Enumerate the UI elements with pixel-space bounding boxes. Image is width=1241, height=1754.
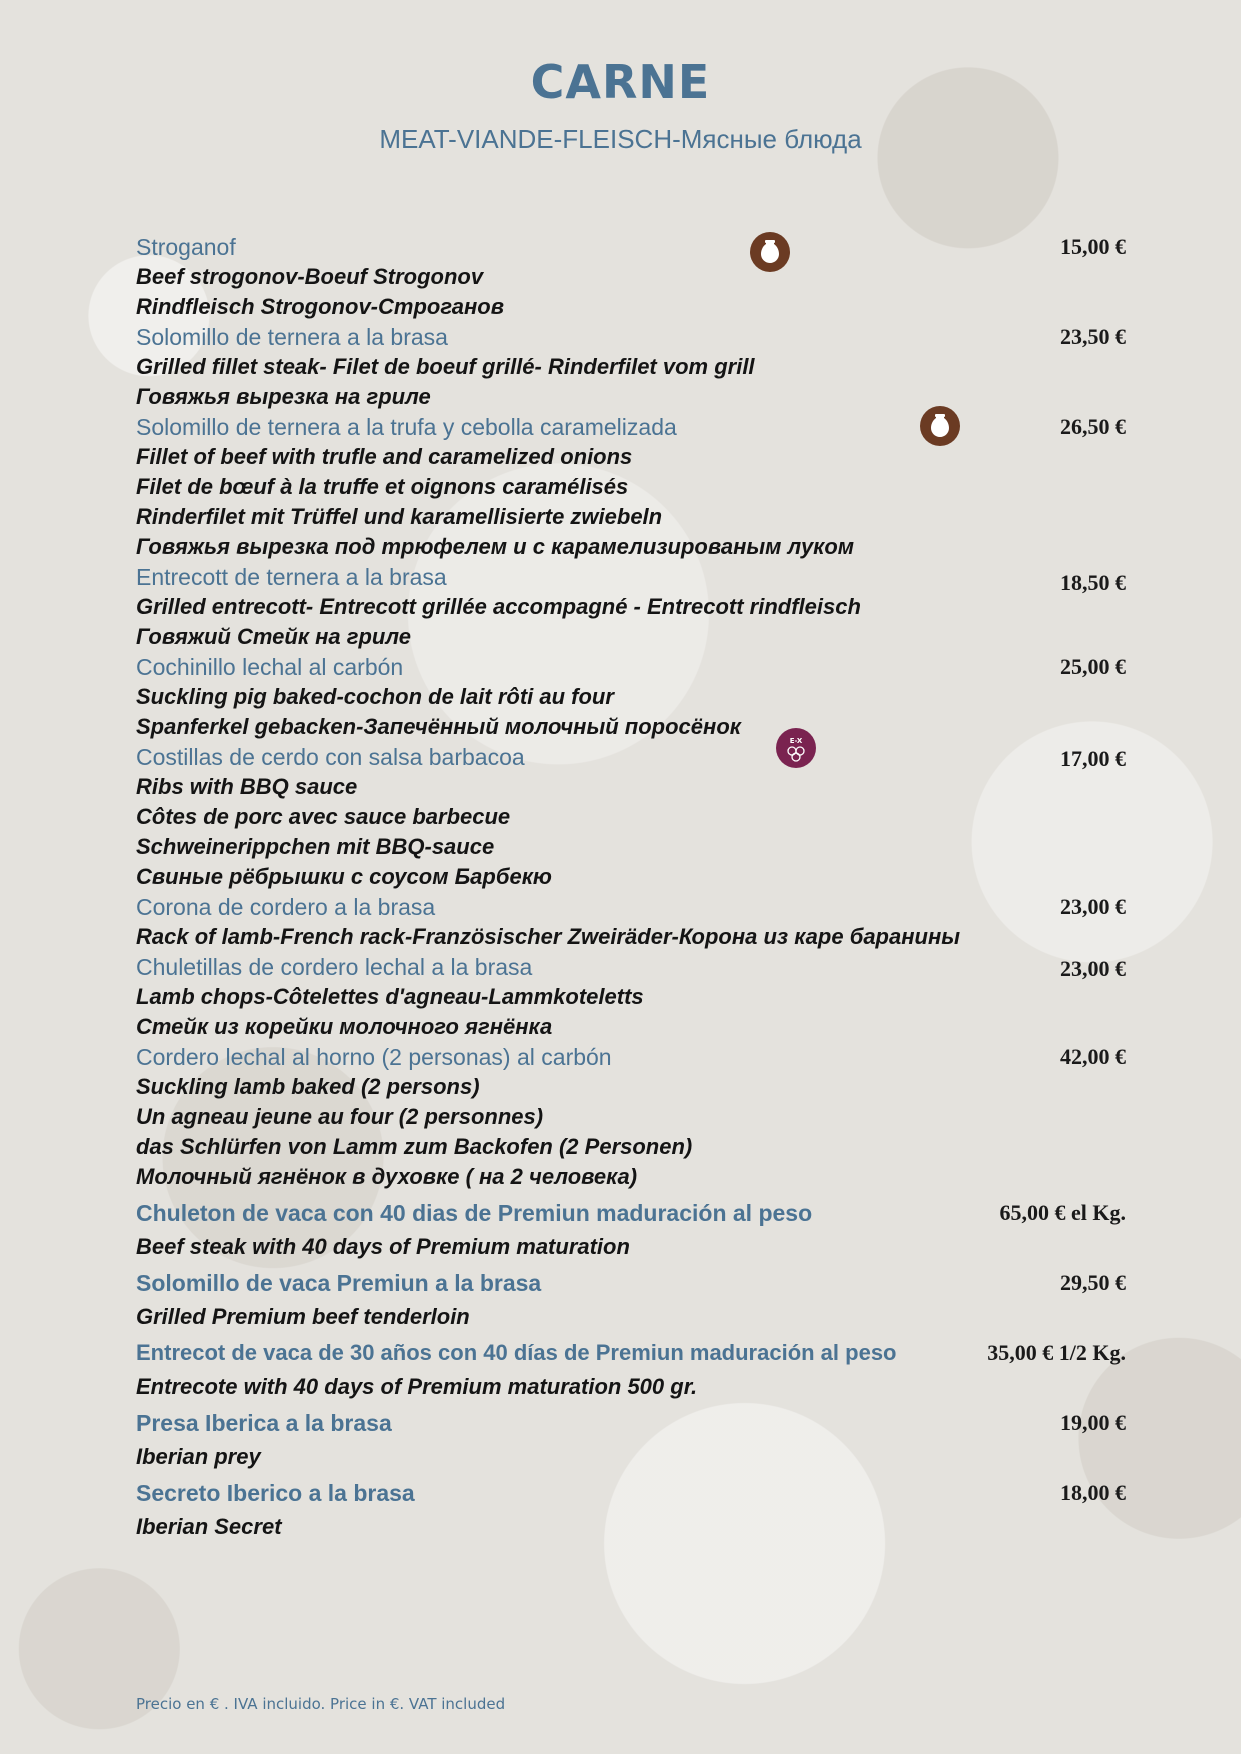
dish-description: Свиные рёбрышки с соусом Барбекю [136,864,552,889]
dish-name: Stroganof [136,234,236,260]
dish-description: Filet de bœuf à la truffe et oignons caramélisés [136,474,629,499]
menu-item [136,1338,1126,1402]
dish-name: Solomillo de ternera a la trufa y cebolla caramelizada [136,414,677,440]
dish-description: Говяжья вырезка на гриле [136,384,431,409]
dish-price: 23,50 € [1060,324,1126,349]
menu-item [136,737,1126,892]
dish-description: das Schlürfen von Lamm zum Backofen (2 Personen) [136,1134,693,1159]
dish-name: Secreto Iberico a la brasa [136,1480,415,1506]
menu-list [136,232,1126,1542]
jug-icon [750,232,790,272]
dish-description: Suckling pig baked-cochon de lait rôti au four [136,684,614,709]
dish-description: Rack of lamb-French rack-Französischer Zweiräder-Корона из каре баранины [136,924,961,949]
dish-description: Grilled fillet steak- Filet de boeuf grillé- Rinderfilet vom grill [136,354,755,379]
menu-item [136,1408,1126,1472]
menu-item [136,232,1126,322]
ex-certification-icon [776,728,816,768]
dish-description: Suckling lamb baked (2 persons) [136,1074,480,1099]
dish-description: Rindfleisch Strogonov-Строганов [136,294,505,319]
dish-price: 65,00 € el Kg. [999,1200,1126,1225]
dish-price: 19,00 € [1060,1410,1126,1435]
dish-description: Iberian prey [136,1444,261,1469]
dish-description: Rinderfilet mit Trüffel und karamellisierte zwiebeln [136,504,663,529]
dish-description: Côtes de porc avec sauce barbecue [136,804,511,829]
dish-name: Cordero lechal al horno (2 personas) al carbón [136,1044,612,1070]
dish-price: 18,00 € [1060,1480,1126,1505]
dish-name: Solomillo de vaca Premiun a la brasa [136,1270,542,1296]
dish-description: Ribs with BBQ sauce [136,774,358,799]
dish-description: Beef strogonov-Boeuf Strogonov [136,264,484,289]
dish-price: 23,00 € [1060,894,1126,919]
dish-description: Grilled entrecott- Entrecott grillée accompagné - Entrecott rindfleisch [136,594,861,619]
dish-name: Chuleton de vaca con 40 dias de Premiun maduración al peso [136,1200,813,1226]
menu-item [136,892,1126,952]
menu-item [136,562,1126,652]
dish-price: 17,00 € [1060,746,1126,771]
menu-item [136,1198,1126,1262]
menu-item [136,652,1126,742]
dish-name: Costillas de cerdo con salsa barbacoa [136,744,525,770]
menu-item [136,952,1126,1042]
dish-description: Стейк из корейки молочного ягнёнка [136,1014,553,1039]
dish-price: 26,50 € [1060,414,1126,439]
dish-description: Fillet of beef with trufle and caramelized onions [136,444,633,469]
menu-item [136,1042,1126,1192]
dish-description: Spanferkel gebacken-Запечённый молочный поросёнок [136,714,741,739]
dish-name: Chuletillas de cordero lechal a la brasa [136,954,533,980]
dish-price: 29,50 € [1060,1270,1126,1295]
dish-name: Presa Iberica a la brasa [136,1410,392,1436]
dish-description: Entrecote with 40 days of Premium maturation 500 gr. [136,1374,698,1399]
dish-price: 35,00 € 1/2 Kg. [987,1340,1126,1365]
dish-description: Un agneau jeune au four (2 personnes) [136,1104,544,1129]
dish-price: 42,00 € [1060,1044,1126,1069]
ex-badge-label: E-X [789,737,803,745]
menu-item [136,412,1126,562]
dish-name: Solomillo de ternera a la brasa [136,324,448,350]
dish-price: 15,00 € [1060,234,1126,259]
price-note: Precio en € . IVA incluido. Price in €. VAT included [136,1695,506,1713]
page-subtitle: MEAT-VIANDE-FLEISCH-Мясные блюда [379,124,862,154]
dish-price: 23,00 € [1060,956,1126,981]
dish-price: 25,00 € [1060,654,1126,679]
dish-description: Iberian Secret [136,1514,282,1539]
menu-item [136,1478,1126,1542]
dish-description: Grilled Premium beef tenderloin [136,1304,470,1329]
menu-item [136,322,1126,412]
dish-price: 18,50 € [1060,570,1126,595]
dish-name: Corona de cordero a la brasa [136,894,436,920]
dish-description: Молочный ягнёнок в духовке ( на 2 человека) [136,1164,638,1189]
jug-icon [920,406,960,446]
page-title: CARNE [530,55,711,109]
dish-description: Говяжья вырезка под трюфелем и с карамелизированым луком [136,534,855,559]
dish-name: Entrecot de vaca de 30 años con 40 días de Premiun maduración al peso [136,1340,897,1365]
dish-description: Lamb chops-Côtelettes d'agneau-Lammkoteletts [136,984,644,1009]
menu-item [136,1268,1126,1332]
dish-description: Schweinerippchen mit BBQ-sauce [136,834,495,859]
dish-name: Entrecott de ternera a la brasa [136,564,447,590]
dish-name: Cochinillo lechal al carbón [136,654,404,680]
dish-description: Говяжий Стейк на гриле [136,624,411,649]
dish-description: Beef steak with 40 days of Premium maturation [136,1234,630,1259]
